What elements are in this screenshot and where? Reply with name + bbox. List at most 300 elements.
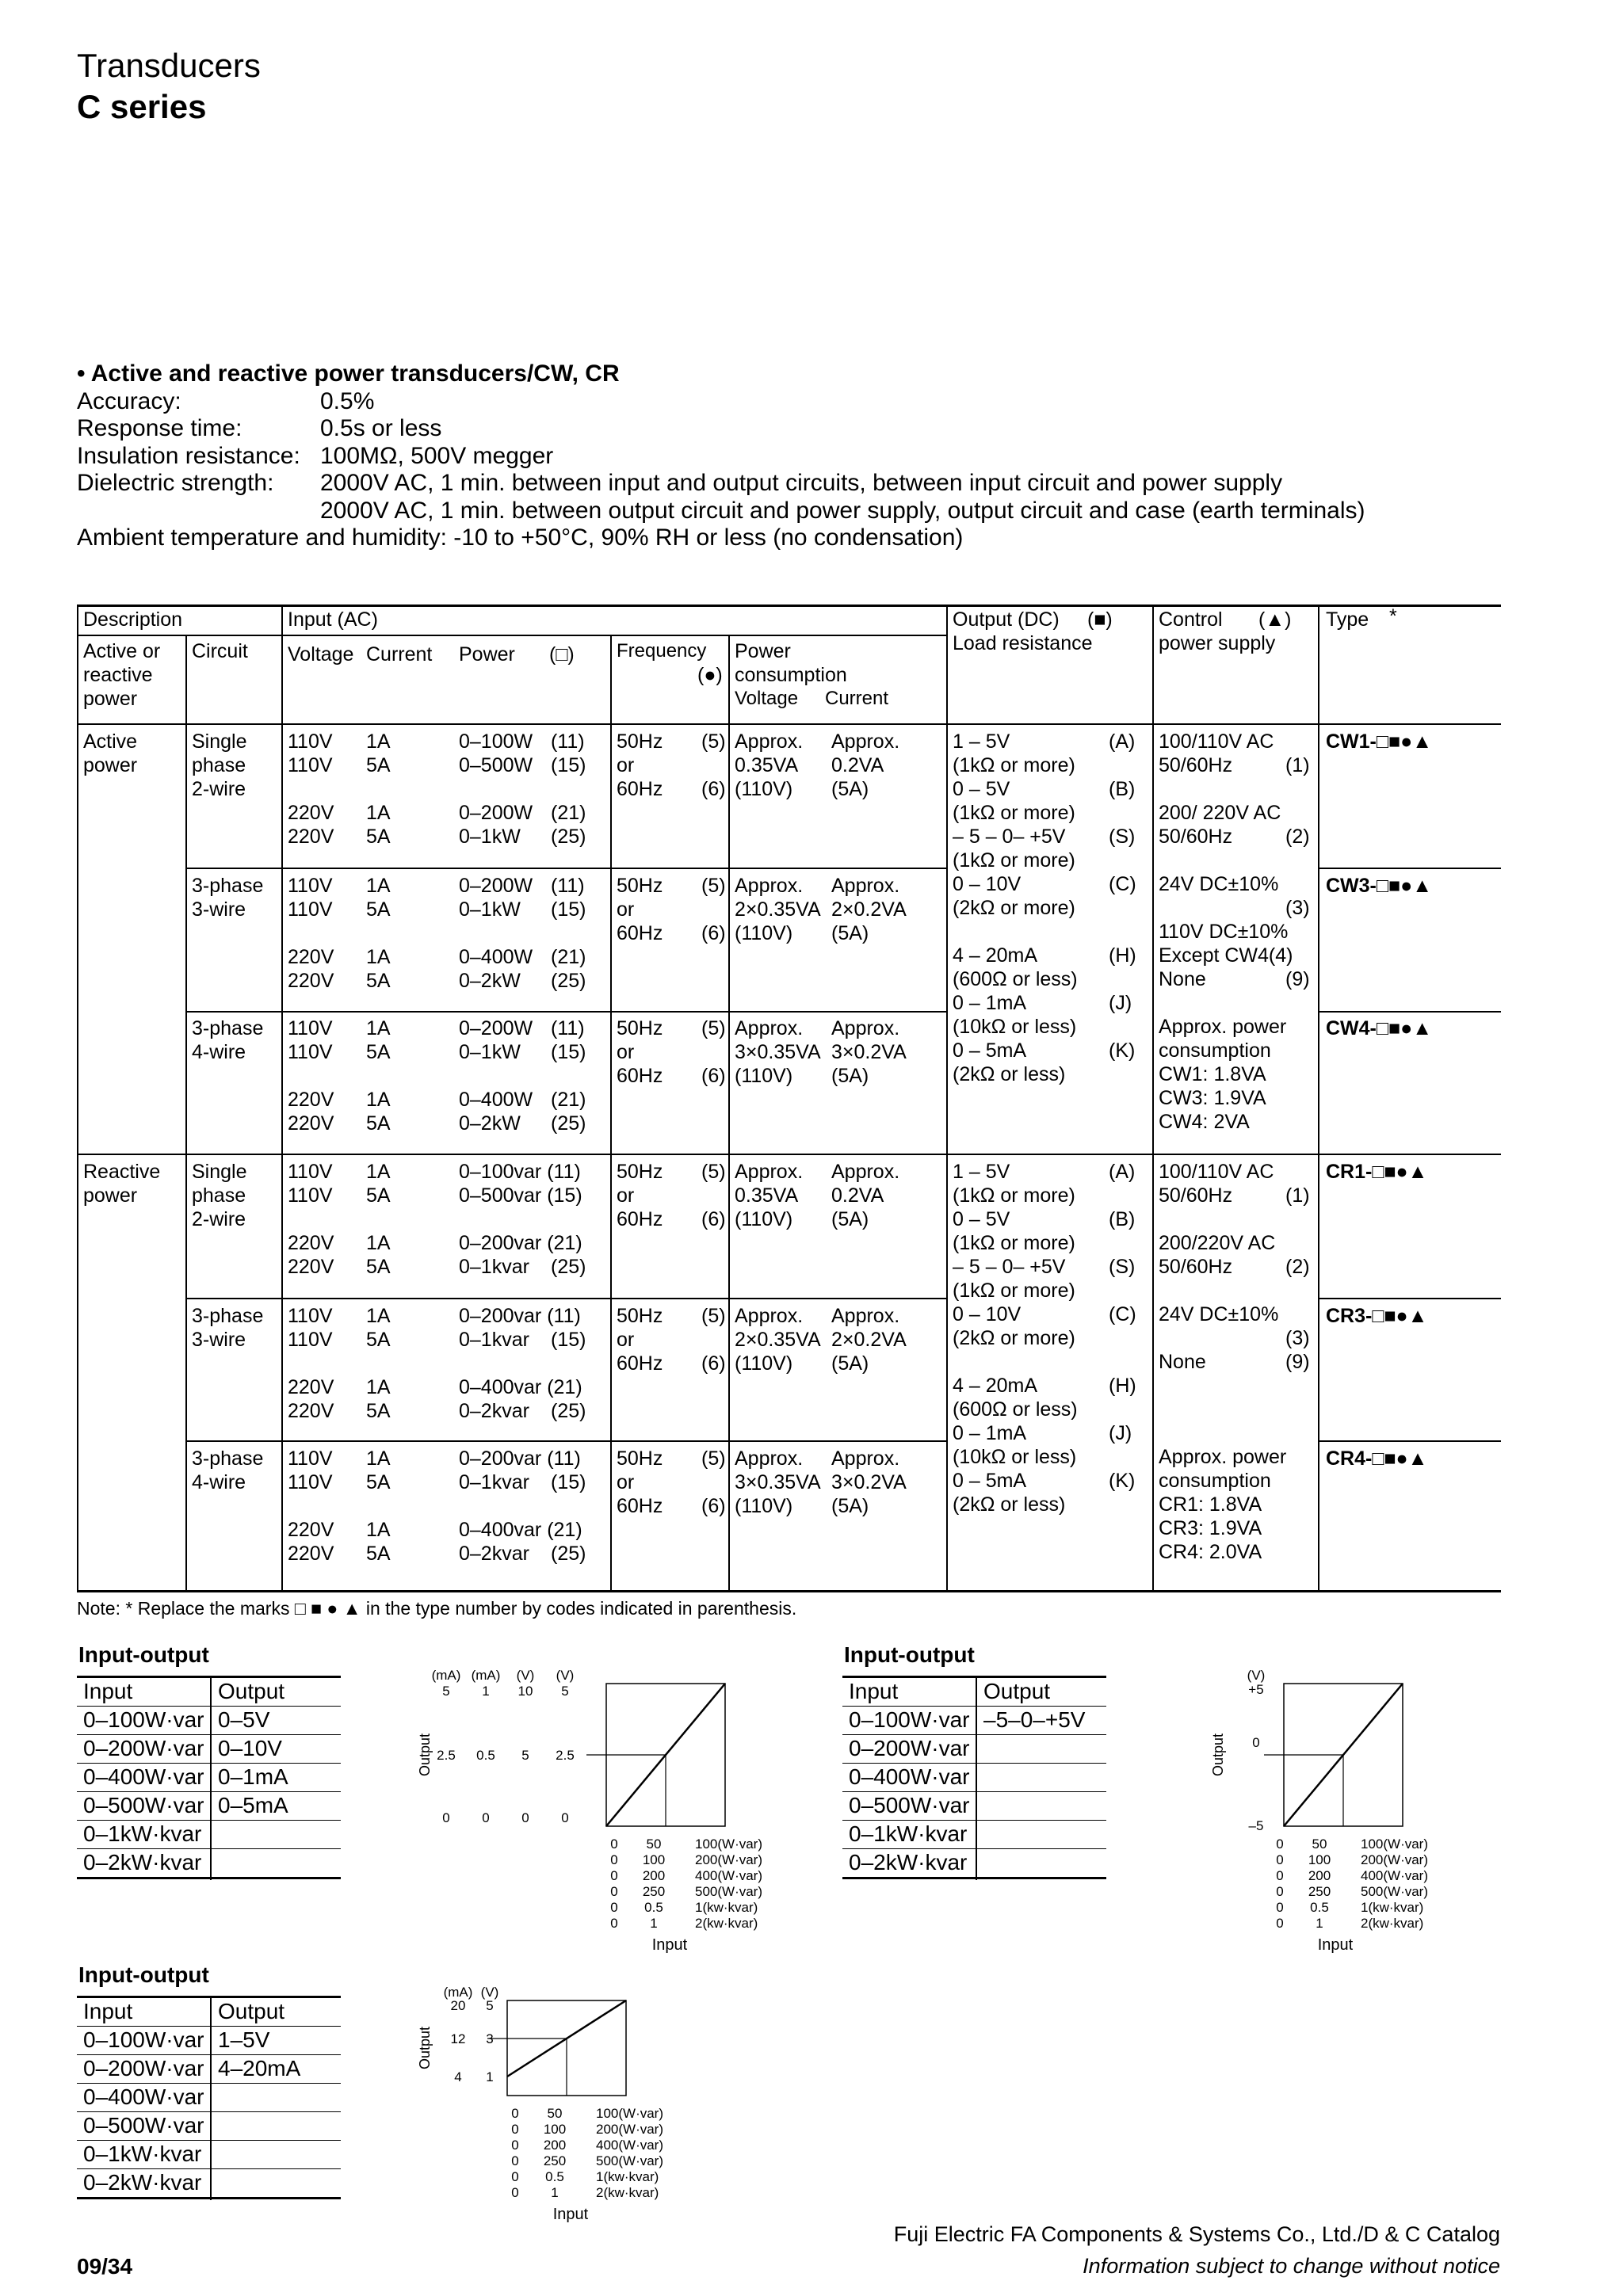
reactive-g2-voltage-3: 220V bbox=[288, 1543, 334, 1565]
reactive-g2-freq-code-6: (6) bbox=[701, 1495, 726, 1517]
x-tick-label: 1 bbox=[650, 1916, 658, 1931]
io-input-cell: Input bbox=[83, 1999, 133, 2023]
active-g1-current-0: 1A bbox=[366, 875, 391, 897]
reactive-control-9-code: (9) bbox=[1285, 1351, 1310, 1373]
reactive-control-9: None bbox=[1159, 1351, 1206, 1373]
active-g2-power-1: 0–1kW bbox=[459, 1041, 521, 1063]
reactive-g1-voltage-1: 110V bbox=[288, 1329, 333, 1351]
reactive-g0-circuit-1: phase bbox=[192, 1184, 246, 1207]
x-tick-label: 0.5 bbox=[644, 1900, 663, 1915]
active-g1-freq-code-5: (5) bbox=[701, 875, 726, 897]
header-active-3: power bbox=[83, 688, 138, 710]
reactive-g0-freq-code-5: (5) bbox=[701, 1161, 726, 1183]
active-g2-voltage-1: 110V bbox=[288, 1041, 333, 1063]
header-series: C series bbox=[77, 88, 207, 125]
table-row bbox=[842, 1735, 1106, 1764]
active-control-2-code: (1) bbox=[1285, 754, 1310, 776]
reactive-g2-power-3: 0–2kvar bbox=[459, 1543, 529, 1565]
reactive-output-code-4: (S) bbox=[1109, 1256, 1136, 1278]
active-g0-current-2: 1A bbox=[366, 802, 391, 824]
active-output-code-9: (H) bbox=[1109, 944, 1136, 967]
active-g2-circuit-0: 3-phase bbox=[192, 1017, 264, 1039]
io-grid bbox=[842, 1676, 1106, 1879]
reactive-output-code-9: (H) bbox=[1109, 1375, 1136, 1397]
reactive-g2-freq-code-5: (5) bbox=[701, 1447, 726, 1470]
reactive-g0-current-0: 1A bbox=[366, 1161, 391, 1183]
insulation-label: Insulation resistance: bbox=[77, 442, 300, 469]
x-tick-label: 400(W·var) bbox=[596, 2138, 664, 2153]
page-number: 09/34 bbox=[77, 2254, 133, 2279]
reactive-g0-freq-60: 60Hz bbox=[617, 1208, 663, 1230]
active-output-code-0: (A) bbox=[1109, 730, 1136, 753]
reactive-g1-voltage-2: 220V bbox=[288, 1376, 334, 1398]
reactive-g2-current-1: 5A bbox=[366, 1471, 391, 1493]
x-tick-label: 100(W·var) bbox=[1361, 1836, 1429, 1852]
reactive-g1-freq-60: 60Hz bbox=[617, 1352, 663, 1375]
reactive-g1-power-code-3: (25) bbox=[551, 1400, 586, 1422]
active-g0-voltage-0: 110V bbox=[288, 730, 333, 753]
y-unit-label: (mA) bbox=[431, 1668, 461, 1683]
x-tick-label: 100 bbox=[642, 1852, 666, 1867]
header-power: Power bbox=[459, 643, 515, 666]
io-output-cell: Output bbox=[983, 1679, 1051, 1703]
reactive-type-divider-1 bbox=[1318, 1298, 1501, 1299]
output-mark-icon: (■) bbox=[1087, 608, 1113, 631]
io-output-cell: 0–5mA bbox=[218, 1793, 288, 1817]
active-g0-pc-approx-v: Approx. bbox=[735, 730, 804, 753]
reactive-control-11: consumption bbox=[1159, 1470, 1271, 1492]
active-control-3: 200/ 220V AC bbox=[1159, 802, 1281, 824]
x-tick-label: 0 bbox=[511, 2185, 519, 2200]
x-tick-label: 0 bbox=[1276, 1916, 1284, 1931]
type-code-cr4 bbox=[1326, 1447, 1427, 1470]
section-divider bbox=[77, 1154, 1501, 1155]
io-input-cell: 0–1kW·kvar bbox=[83, 2142, 202, 2166]
response-label: Response time: bbox=[77, 415, 242, 441]
table-row bbox=[77, 2141, 341, 2169]
reactive-output-9: 4 – 20mA bbox=[953, 1375, 1038, 1397]
header-title: Transducers bbox=[77, 47, 261, 84]
reactive-g1-power-2: 0–400var (21) bbox=[459, 1376, 582, 1398]
active-g0-voltage-1: 110V bbox=[288, 754, 333, 776]
active-g2-power-code-2: (21) bbox=[551, 1089, 586, 1111]
io-title: Input-output bbox=[78, 1642, 209, 1667]
io-output-cell: 1–5V bbox=[218, 2027, 270, 2052]
active-type-divider-2 bbox=[1318, 1011, 1501, 1013]
table-row bbox=[77, 1707, 341, 1735]
active-output-4: – 5 – 0– +5V bbox=[953, 826, 1066, 848]
x-tick-label: 50 bbox=[1312, 1836, 1327, 1852]
io-output-cell: –5–0–+5V bbox=[983, 1707, 1086, 1732]
reactive-control-3: 200/220V AC bbox=[1159, 1232, 1276, 1254]
x-tick-label: 2(kw·kvar) bbox=[1361, 1916, 1424, 1931]
type-prefix: CW3- bbox=[1326, 875, 1377, 897]
active-g2-freq-code-6: (6) bbox=[701, 1065, 726, 1087]
y-tick-label: 5 bbox=[521, 1748, 529, 1763]
reactive-output-13: 0 – 5mA bbox=[953, 1470, 1027, 1492]
io-column-divider bbox=[210, 1676, 212, 1880]
active-g0-power-code-0: (11) bbox=[551, 730, 585, 753]
active-g1-pc-current: 2×0.2VA bbox=[831, 898, 907, 921]
io-grid bbox=[77, 1996, 341, 2199]
active-g0-pc-voltage: 0.35VA bbox=[735, 754, 799, 776]
active-output-14: (2kΩ or less) bbox=[953, 1063, 1066, 1085]
active-g0-freq-60: 60Hz bbox=[617, 778, 663, 800]
x-tick-label: 0 bbox=[1276, 1836, 1284, 1852]
dielectric-label: Dielectric strength: bbox=[77, 470, 274, 496]
reactive-g1-pc-approx-v: Approx. bbox=[735, 1305, 804, 1327]
active-g1-pc-a5: (5A) bbox=[831, 922, 869, 944]
border-left bbox=[77, 605, 78, 1592]
control-mark-icon: (▲) bbox=[1258, 608, 1292, 631]
y-axis-label: Output bbox=[417, 1733, 433, 1777]
active-g2-power-code-1: (15) bbox=[551, 1041, 586, 1063]
io-input-cell: 0–100W·var bbox=[83, 1707, 204, 1732]
active-g1-power-1: 0–1kW bbox=[459, 898, 521, 921]
reactive-g0-freq-code-6: (6) bbox=[701, 1208, 726, 1230]
reactive-g1-freq-code-6: (6) bbox=[701, 1352, 726, 1375]
y-tick-label: 4 bbox=[454, 2069, 462, 2084]
x-tick-label: 0 bbox=[511, 2153, 519, 2168]
io-graph-3 bbox=[412, 1981, 682, 2242]
x-tick-label: 200 bbox=[543, 2138, 567, 2153]
active-control-9-code: (9) bbox=[1285, 968, 1310, 990]
active-row-divider-1 bbox=[185, 868, 946, 869]
y-unit-label: (mA) bbox=[471, 1668, 501, 1683]
active-output-6: 0 – 10V bbox=[953, 873, 1022, 895]
reactive-g0-power-3: 0–1kvar bbox=[459, 1256, 529, 1278]
reactive-control-14: CR4: 2.0VA bbox=[1159, 1541, 1262, 1563]
reactive-output-11: 0 – 1mA bbox=[953, 1422, 1027, 1444]
active-control-4-code: (2) bbox=[1285, 826, 1310, 848]
active-g1-freq-50: 50Hz bbox=[617, 875, 663, 897]
reactive-g0-circuit-2: 2-wire bbox=[192, 1208, 246, 1230]
accuracy-value: 0.5% bbox=[320, 387, 375, 414]
reactive-g1-circuit-1: 3-wire bbox=[192, 1329, 246, 1351]
active-control-8: Except CW4(4) bbox=[1159, 944, 1293, 967]
table-row bbox=[842, 1764, 1106, 1792]
x-tick-label: 500(W·var) bbox=[596, 2153, 664, 2168]
active-g1-power-code-3: (25) bbox=[551, 970, 586, 992]
type-prefix: CR1- bbox=[1326, 1161, 1373, 1183]
table-note: Note: * Replace the marks □ ■ ● ▲ in the type number by codes indicated in parenthesis. bbox=[77, 1598, 797, 1619]
active-g0-power-code-1: (15) bbox=[551, 754, 586, 776]
active-g2-power-code-3: (25) bbox=[551, 1112, 586, 1135]
table-row bbox=[77, 1792, 341, 1821]
x-tick-label: 200 bbox=[1308, 1868, 1331, 1883]
reactive-g2-pc-current: 3×0.2VA bbox=[831, 1471, 907, 1493]
io-input-cell: 0–400W·var bbox=[83, 1764, 204, 1789]
type-asterisk: * bbox=[1389, 605, 1397, 627]
io-input-cell: 0–500W·var bbox=[849, 1793, 970, 1817]
reactive-g2-power-0: 0–200var (11) bbox=[459, 1447, 581, 1470]
reactive-output-12: (10kΩ or less) bbox=[953, 1446, 1077, 1468]
header-pc-1: Power bbox=[735, 640, 791, 662]
reactive-output-10: (600Ω or less) bbox=[953, 1398, 1078, 1421]
reactive-output-1: (1kΩ or more) bbox=[953, 1184, 1075, 1207]
frequency-mark-icon: (●) bbox=[697, 664, 723, 686]
io-graph-1 bbox=[412, 1664, 785, 1954]
reactive-g2-power-1: 0–1kvar bbox=[459, 1471, 529, 1493]
type-prefix: CW4- bbox=[1326, 1017, 1377, 1039]
active-output-11: 0 – 1mA bbox=[953, 992, 1027, 1014]
reactive-control-2-code: (1) bbox=[1285, 1184, 1310, 1207]
io-input-cell: 0–400W·var bbox=[83, 2084, 204, 2109]
reactive-g0-power-1: 0–500var (15) bbox=[459, 1184, 582, 1207]
reactive-g1-power-code-1: (15) bbox=[551, 1329, 586, 1351]
active-g1-pc-approx-i: Approx. bbox=[831, 875, 900, 897]
header-circuit: Circuit bbox=[192, 640, 248, 662]
active-g1-power-2: 0–400W bbox=[459, 946, 533, 968]
type-code-cw4 bbox=[1326, 1016, 1432, 1040]
io-column-divider bbox=[210, 1996, 212, 2200]
io-input-cell: 0–500W·var bbox=[83, 1793, 204, 1817]
x-tick-label: 50 bbox=[646, 1836, 662, 1852]
reactive-control-4: 50/60Hz bbox=[1159, 1256, 1233, 1278]
y-tick-label: –5 bbox=[1248, 1818, 1264, 1833]
active-type-divider-1 bbox=[1318, 868, 1501, 869]
io-header-row bbox=[77, 1996, 341, 2027]
io-input-cell: Input bbox=[849, 1679, 899, 1703]
reactive-output-code-2: (B) bbox=[1109, 1208, 1136, 1230]
reactive-g0-freq-or: or bbox=[617, 1184, 635, 1207]
reactive-g0-pc-approx-v: Approx. bbox=[735, 1161, 804, 1183]
active-g1-current-1: 5A bbox=[366, 898, 391, 921]
active-control-1: 100/110V AC bbox=[1159, 730, 1274, 753]
x-tick-label: 0 bbox=[1276, 1884, 1284, 1899]
footer-notice: Information subject to change without notice bbox=[1083, 2254, 1500, 2278]
col-circuit bbox=[185, 635, 187, 1592]
reactive-output-code-6: (C) bbox=[1109, 1303, 1136, 1325]
x-tick-label: 250 bbox=[642, 1884, 666, 1899]
active-g1-voltage-0: 110V bbox=[288, 875, 333, 897]
col-control bbox=[1152, 605, 1154, 1592]
y-tick-label: 2.5 bbox=[437, 1748, 456, 1763]
ambient-spec: Ambient temperature and humidity: -10 to +50°C, 90% RH or less (no condensation) bbox=[77, 524, 964, 551]
active-g0-power-3: 0–1kW bbox=[459, 826, 521, 848]
reactive-g1-voltage-0: 110V bbox=[288, 1305, 333, 1327]
x-tick-label: 0 bbox=[610, 1900, 618, 1915]
reactive-output-14: (2kΩ or less) bbox=[953, 1493, 1066, 1516]
x-tick-label: 250 bbox=[1308, 1884, 1331, 1899]
active-g0-circuit-0: Single bbox=[192, 730, 247, 753]
x-axis-label: Input bbox=[1317, 1936, 1354, 1954]
active-g2-power-2: 0–400W bbox=[459, 1089, 533, 1111]
header-load-resistance: Load resistance bbox=[953, 632, 1093, 654]
y-tick-label: 5 bbox=[486, 1998, 494, 2013]
active-g1-voltage-3: 220V bbox=[288, 970, 334, 992]
reactive-g1-power-0: 0–200var (11) bbox=[459, 1305, 581, 1327]
active-g2-freq-60: 60Hz bbox=[617, 1065, 663, 1087]
power-mark-icon: (□) bbox=[549, 643, 575, 666]
type-marks-icon: □■●▲ bbox=[1372, 1305, 1428, 1327]
y-unit-label: (mA) bbox=[443, 1985, 473, 2000]
io-input-cell: 0–100W·var bbox=[849, 1707, 970, 1732]
x-tick-label: 250 bbox=[543, 2153, 567, 2168]
table-row bbox=[77, 2084, 341, 2112]
section-label-reactive-2: power bbox=[83, 1184, 138, 1207]
table-top-border bbox=[77, 605, 1501, 607]
dielectric-value-2: 2000V AC, 1 min. between output circuit and power supply, output circuit and case (earth terminals) bbox=[320, 497, 1365, 524]
type-prefix: CR4- bbox=[1326, 1447, 1373, 1470]
reactive-g2-freq-50: 50Hz bbox=[617, 1447, 663, 1470]
active-control-12: CW1: 1.8VA bbox=[1159, 1063, 1266, 1085]
active-g1-voltage-1: 110V bbox=[288, 898, 333, 921]
io-output-cell: 4–20mA bbox=[218, 2056, 301, 2081]
dielectric-value-1: 2000V AC, 1 min. between input and output circuits, between input circuit and power supply bbox=[320, 470, 1283, 496]
y-tick-label: 5 bbox=[442, 1684, 450, 1699]
active-g2-current-3: 5A bbox=[366, 1112, 391, 1135]
reactive-g2-voltage-0: 110V bbox=[288, 1447, 333, 1470]
active-g1-freq-code-6: (6) bbox=[701, 922, 726, 944]
active-g1-circuit-1: 3-wire bbox=[192, 898, 246, 921]
active-g2-circuit-1: 4-wire bbox=[192, 1041, 246, 1063]
x-tick-label: 1 bbox=[551, 2185, 559, 2200]
reactive-g0-pc-approx-i: Approx. bbox=[831, 1161, 900, 1183]
y-unit-label: (V) bbox=[480, 1985, 499, 2000]
type-code-cw3 bbox=[1326, 874, 1432, 898]
io-header-row bbox=[77, 1676, 341, 1707]
x-tick-label: 2(kw·kvar) bbox=[695, 1916, 758, 1931]
active-output-10: (600Ω or less) bbox=[953, 968, 1078, 990]
active-g0-circuit-1: phase bbox=[192, 754, 246, 776]
active-g2-voltage-0: 110V bbox=[288, 1017, 333, 1039]
col-power-consumption bbox=[728, 635, 730, 1592]
io-input-cell: 0–400W·var bbox=[849, 1764, 970, 1789]
y-tick-label: 0.5 bbox=[476, 1748, 495, 1763]
active-g2-pc-voltage: 3×0.35VA bbox=[735, 1041, 821, 1063]
active-output-code-6: (C) bbox=[1109, 873, 1136, 895]
header-pc-current: Current bbox=[825, 688, 889, 709]
active-g1-freq-60: 60Hz bbox=[617, 922, 663, 944]
active-output-7: (2kΩ or more) bbox=[953, 897, 1075, 919]
type-code-cr1 bbox=[1326, 1160, 1427, 1184]
reactive-control-10: Approx. power bbox=[1159, 1446, 1287, 1468]
active-g1-pc-voltage: 2×0.35VA bbox=[735, 898, 821, 921]
header-output: Output (DC) bbox=[953, 608, 1060, 631]
x-tick-label: 200(W·var) bbox=[596, 2122, 664, 2137]
reactive-g1-pc-a5: (5A) bbox=[831, 1352, 869, 1375]
table-row bbox=[842, 1707, 1106, 1735]
io-input-cell: 0–2kW·kvar bbox=[83, 1850, 202, 1875]
reactive-g2-voltage-2: 220V bbox=[288, 1519, 334, 1541]
reactive-g0-current-1: 5A bbox=[366, 1184, 391, 1207]
io-grid bbox=[77, 1676, 341, 1879]
col-input bbox=[281, 605, 283, 1592]
active-g0-pc-current: 0.2VA bbox=[831, 754, 884, 776]
y-tick-label: +5 bbox=[1248, 1682, 1264, 1697]
active-g1-circuit-0: 3-phase bbox=[192, 875, 264, 897]
x-tick-label: 0 bbox=[1276, 1900, 1284, 1915]
active-output-code-4: (S) bbox=[1109, 826, 1136, 848]
io-output-cell: 0–1mA bbox=[218, 1764, 288, 1789]
reactive-g0-voltage-1: 110V bbox=[288, 1184, 333, 1207]
type-prefix: CW1- bbox=[1326, 730, 1377, 753]
reactive-g1-pc-current: 2×0.2VA bbox=[831, 1329, 907, 1351]
x-tick-label: 2(kw·kvar) bbox=[596, 2185, 659, 2200]
reactive-g1-current-1: 5A bbox=[366, 1329, 391, 1351]
reactive-control-5: 24V DC±10% bbox=[1159, 1303, 1279, 1325]
x-tick-label: 100(W·var) bbox=[695, 1836, 763, 1852]
x-tick-label: 200(W·var) bbox=[1361, 1852, 1429, 1867]
active-g0-pc-a5: (5A) bbox=[831, 778, 869, 800]
reactive-output-2: 0 – 5V bbox=[953, 1208, 1010, 1230]
y-tick-label: 1 bbox=[486, 2069, 494, 2084]
io-output-cell: Output bbox=[218, 1679, 285, 1703]
x-tick-label: 400(W·var) bbox=[695, 1868, 763, 1883]
x-tick-label: 100 bbox=[543, 2122, 567, 2137]
active-g1-power-code-1: (15) bbox=[551, 898, 586, 921]
reactive-output-code-13: (K) bbox=[1109, 1470, 1136, 1492]
reactive-g0-power-code-3: (25) bbox=[551, 1256, 586, 1278]
x-tick-label: 1(kw·kvar) bbox=[695, 1900, 758, 1915]
active-output-12: (10kΩ or less) bbox=[953, 1016, 1077, 1038]
active-g2-power-0: 0–200W bbox=[459, 1017, 533, 1039]
x-axis-label: Input bbox=[651, 1936, 688, 1954]
y-tick-label: 0 bbox=[561, 1810, 569, 1825]
active-g1-current-3: 5A bbox=[366, 970, 391, 992]
reactive-output-code-0: (A) bbox=[1109, 1161, 1136, 1183]
header-power-supply: power supply bbox=[1159, 632, 1276, 654]
y-tick-label: 2.5 bbox=[556, 1748, 575, 1763]
type-code-cw1 bbox=[1326, 730, 1432, 753]
reactive-g0-voltage-3: 220V bbox=[288, 1256, 334, 1278]
x-tick-label: 500(W·var) bbox=[695, 1884, 763, 1899]
y-tick-label: 3 bbox=[486, 2031, 494, 2046]
reactive-g2-freq-or: or bbox=[617, 1471, 635, 1493]
reactive-control-1: 100/110V AC bbox=[1159, 1161, 1274, 1183]
response-value: 0.5s or less bbox=[320, 415, 442, 441]
footer-company: Fuji Electric FA Components & Systems Co., Ltd./D & C Catalog bbox=[893, 2222, 1500, 2246]
active-g0-circuit-2: 2-wire bbox=[192, 778, 246, 800]
reactive-g1-voltage-3: 220V bbox=[288, 1400, 334, 1422]
active-g0-power-1: 0–500W bbox=[459, 754, 533, 776]
reactive-g1-circuit-0: 3-phase bbox=[192, 1305, 264, 1327]
x-tick-label: 0 bbox=[610, 1852, 618, 1867]
x-tick-label: 0 bbox=[610, 1916, 618, 1931]
x-tick-label: 0 bbox=[511, 2169, 519, 2184]
reactive-control-13: CR3: 1.9VA bbox=[1159, 1517, 1262, 1539]
active-g0-voltage-2: 220V bbox=[288, 802, 334, 824]
active-control-4: 50/60Hz bbox=[1159, 826, 1233, 848]
reactive-g2-freq-60: 60Hz bbox=[617, 1495, 663, 1517]
io-input-cell: 0–2kW·kvar bbox=[83, 2170, 202, 2195]
reactive-output-6: 0 – 10V bbox=[953, 1303, 1022, 1325]
reactive-g2-pc-a5: (5A) bbox=[831, 1495, 869, 1517]
col-frequency bbox=[610, 635, 612, 1592]
x-tick-label: 100(W·var) bbox=[596, 2106, 664, 2121]
table-row bbox=[842, 1821, 1106, 1849]
table-bottom-border bbox=[77, 1590, 1501, 1592]
table-row bbox=[842, 1792, 1106, 1821]
active-g2-voltage-3: 220V bbox=[288, 1112, 334, 1135]
active-control-9: None bbox=[1159, 968, 1206, 990]
x-tick-label: 200 bbox=[642, 1868, 666, 1883]
active-control-11: consumption bbox=[1159, 1039, 1271, 1062]
reactive-g0-pc-voltage: 0.35VA bbox=[735, 1184, 799, 1207]
active-g0-pc-v110: (110V) bbox=[735, 778, 793, 800]
reactive-g1-current-3: 5A bbox=[366, 1400, 391, 1422]
x-tick-label: 0.5 bbox=[545, 2169, 564, 2184]
reactive-g2-pc-voltage: 3×0.35VA bbox=[735, 1471, 821, 1493]
type-code-cr3 bbox=[1326, 1304, 1427, 1328]
reactive-g2-voltage-1: 110V bbox=[288, 1471, 333, 1493]
x-tick-label: 1(kw·kvar) bbox=[596, 2169, 659, 2184]
io-input-cell: Input bbox=[83, 1679, 133, 1703]
reactive-output-0: 1 – 5V bbox=[953, 1161, 1010, 1183]
reactive-g0-pc-v110: (110V) bbox=[735, 1208, 793, 1230]
active-g0-voltage-3: 220V bbox=[288, 826, 334, 848]
